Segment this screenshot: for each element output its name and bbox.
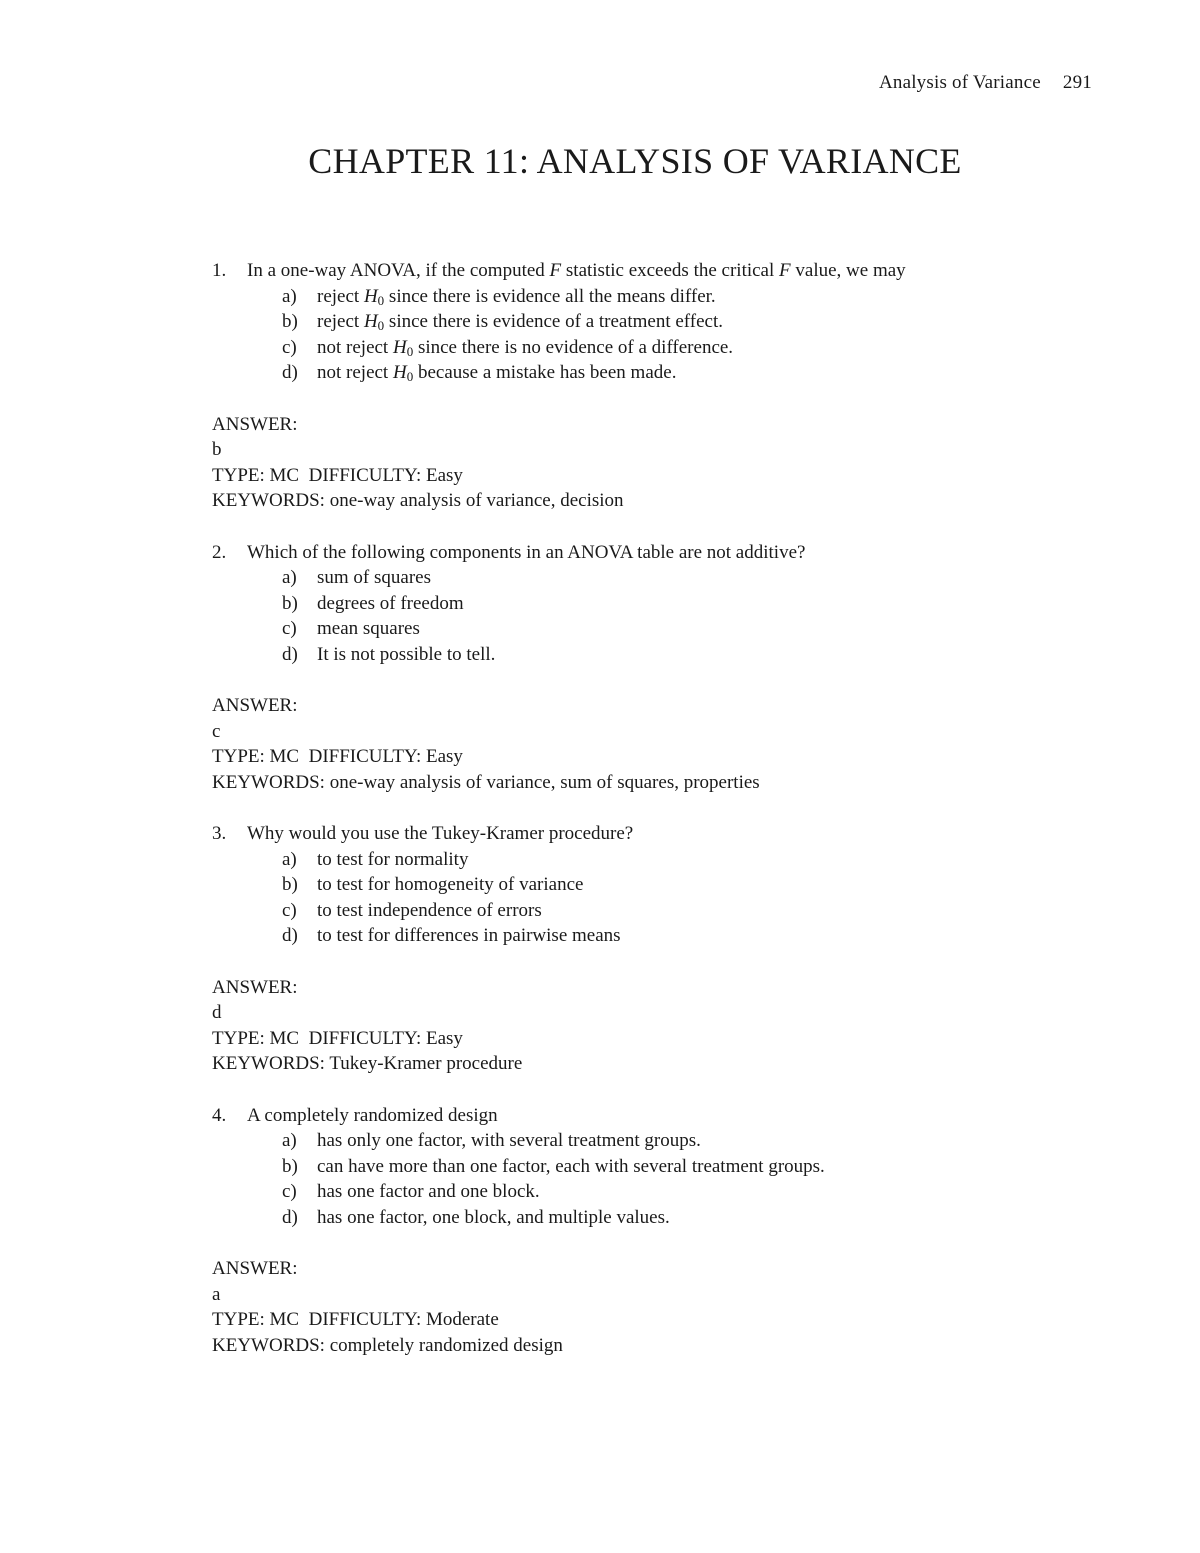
choice-a — [212, 847, 1112, 873]
choice-letter: c) — [282, 618, 297, 640]
choice-text: not reject — [317, 362, 393, 384]
choice-list — [212, 565, 1112, 667]
choice-a — [212, 1128, 1112, 1154]
running-header — [879, 72, 1092, 94]
choice-b — [212, 1154, 1112, 1180]
question-number: 3. — [212, 823, 227, 845]
question-stem — [212, 1103, 1112, 1129]
choice-text: not reject — [317, 336, 393, 358]
choice-c — [212, 898, 1112, 924]
choice-text: reject — [317, 285, 364, 307]
f-statistic-symbol: F — [549, 260, 562, 281]
h-symbol: H — [363, 285, 378, 307]
stem-text: Why would you use the Tukey-Kramer procedure? — [247, 823, 634, 845]
h-symbol: H — [363, 311, 378, 333]
answer-block — [212, 412, 1112, 514]
choice-letter: a) — [282, 848, 297, 870]
choice-letter: d) — [282, 1206, 298, 1228]
choice-d — [212, 1205, 1112, 1231]
chapter-title: CHAPTER 11: ANALYSIS OF VARIANCE — [308, 141, 962, 181]
choice-text: has one factor and one block. — [317, 1181, 540, 1203]
question-list — [212, 258, 1112, 1384]
choice-letter: b) — [282, 1155, 298, 1177]
choice-d — [212, 360, 1112, 386]
choice-a — [212, 284, 1112, 310]
choice-letter: d) — [282, 643, 298, 665]
choice-a — [212, 565, 1112, 591]
choice-letter: d) — [282, 925, 298, 947]
keywords: KEYWORDS: Tukey-Kramer procedure — [212, 1053, 523, 1075]
subscript: 0 — [406, 369, 414, 385]
choice-letter: c) — [282, 1181, 297, 1203]
choice-b — [212, 591, 1112, 617]
choice-text: has only one factor, with several treatment groups. — [317, 1130, 701, 1152]
keywords: KEYWORDS: completely randomized design — [212, 1334, 563, 1356]
answer-value: b — [212, 439, 222, 461]
choice-b — [212, 309, 1112, 335]
type-difficulty: TYPE: MC DIFFICULTY: Moderate — [212, 1309, 499, 1331]
h-symbol: H — [392, 336, 407, 358]
subscript: 0 — [406, 343, 414, 359]
choice-list — [212, 847, 1112, 949]
question-number: 4. — [212, 1104, 227, 1126]
choice-d — [212, 642, 1112, 668]
question-number: 1. — [212, 260, 227, 281]
answer-block — [212, 693, 1112, 795]
choice-c — [212, 335, 1112, 361]
choice-c — [212, 1179, 1112, 1205]
choice-letter: a) — [282, 567, 297, 589]
question-stem — [212, 258, 1112, 284]
choice-letter: c) — [282, 336, 297, 358]
stem-text: In a one-way ANOVA, if the computed — [247, 260, 550, 281]
answer-label: ANSWER: — [212, 1258, 298, 1280]
type-difficulty: TYPE: MC DIFFICULTY: Easy — [212, 464, 463, 486]
choice-text: sum of squares — [317, 567, 431, 589]
running-title: Analysis of Variance — [878, 72, 1041, 93]
choice-d — [212, 923, 1112, 949]
choice-text: since there is evidence all the means differ. — [384, 285, 716, 307]
choice-text: degrees of freedom — [317, 592, 464, 614]
choice-letter: b) — [282, 874, 298, 896]
choice-text: because a mistake has been made. — [413, 362, 677, 384]
choice-text: to test for homogeneity of variance — [317, 874, 584, 896]
choice-letter: a) — [282, 285, 297, 307]
answer-value: a — [212, 1283, 221, 1305]
question-stem — [212, 821, 1112, 847]
question-2 — [212, 540, 1112, 796]
choice-text: has one factor, one block, and multiple values. — [317, 1206, 670, 1228]
answer-block — [212, 975, 1112, 1077]
keywords: KEYWORDS: one-way analysis of variance, sum of squares, properties — [212, 771, 760, 793]
keywords: KEYWORDS: one-way analysis of variance, decision — [212, 490, 624, 512]
choice-c — [212, 616, 1112, 642]
choice-text: since there is no evidence of a difference. — [413, 336, 734, 358]
answer-value: c — [212, 720, 221, 742]
h-symbol: H — [392, 362, 407, 384]
choice-text: can have more than one factor, each with several treatment groups. — [317, 1155, 825, 1177]
choice-text: to test independence of errors — [317, 899, 542, 921]
stem-text: value, we may — [790, 260, 906, 281]
choice-letter: b) — [282, 311, 298, 333]
answer-block — [212, 1256, 1112, 1358]
choice-text: since there is evidence of a treatment effect. — [384, 311, 724, 333]
stem-text: statistic exceeds the critical — [561, 260, 780, 281]
answer-label: ANSWER: — [212, 695, 298, 717]
choice-text: to test for normality — [317, 848, 469, 870]
f-value-symbol: F — [779, 260, 791, 281]
answer-label: ANSWER: — [212, 413, 298, 435]
question-1 — [212, 258, 1112, 514]
choice-text: reject — [317, 311, 364, 333]
type-difficulty: TYPE: MC DIFFICULTY: Easy — [212, 746, 463, 768]
subscript: 0 — [377, 318, 385, 334]
choice-letter: b) — [282, 592, 298, 614]
question-4 — [212, 1103, 1112, 1359]
choice-list — [212, 284, 1112, 386]
choice-b — [212, 872, 1112, 898]
choice-letter: a) — [282, 1130, 297, 1152]
choice-text: It is not possible to tell. — [317, 643, 496, 665]
question-stem — [212, 540, 1112, 566]
stem-text: A completely randomized design — [247, 1104, 498, 1126]
question-3 — [212, 821, 1112, 1077]
answer-value: d — [212, 1002, 222, 1024]
stem-text: Which of the following components in an ANOVA table are not additive? — [247, 541, 806, 563]
question-number: 2. — [212, 541, 227, 563]
answer-label: ANSWER: — [212, 976, 298, 998]
type-difficulty: TYPE: MC DIFFICULTY: Easy — [212, 1027, 463, 1049]
choice-list — [212, 1128, 1112, 1230]
choice-text: mean squares — [317, 618, 420, 640]
page-number: 291 — [1062, 72, 1092, 93]
choice-letter: d) — [282, 362, 298, 384]
choice-text: to test for differences in pairwise means — [317, 925, 621, 947]
subscript: 0 — [377, 292, 385, 308]
choice-letter: c) — [282, 899, 297, 921]
